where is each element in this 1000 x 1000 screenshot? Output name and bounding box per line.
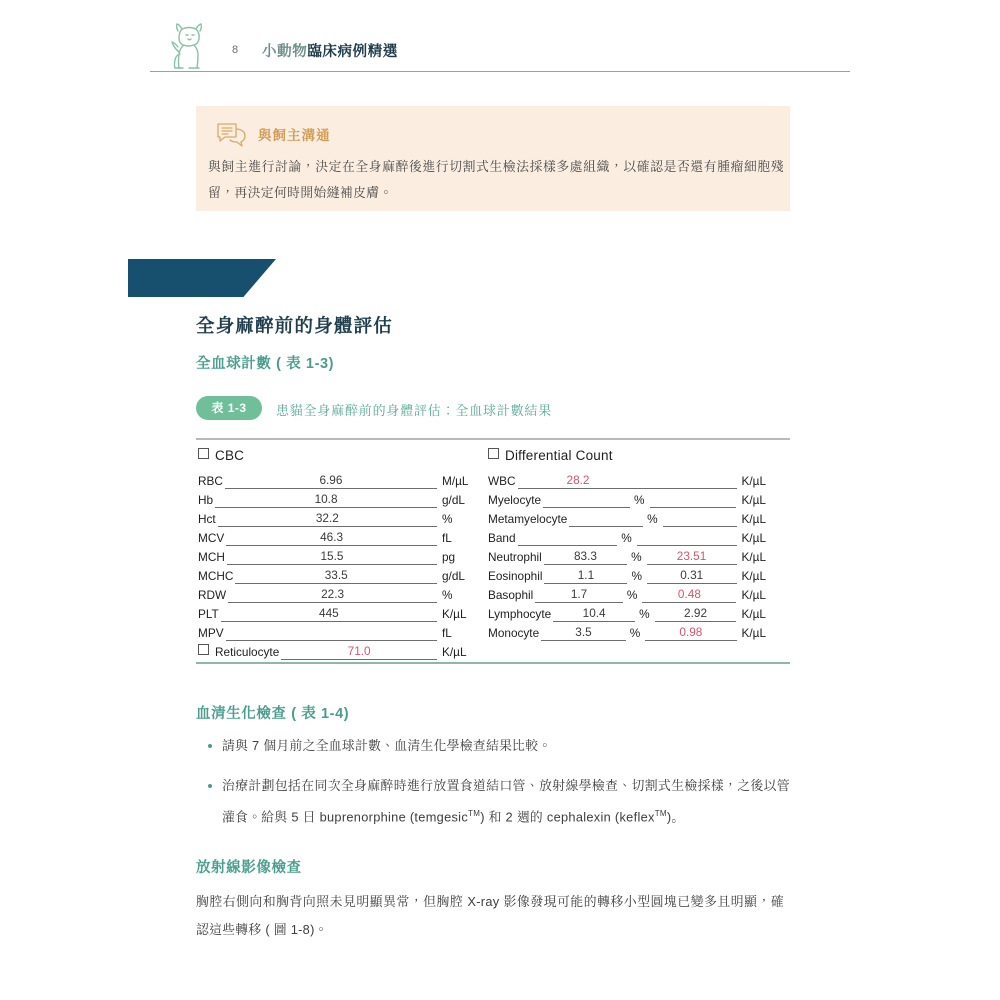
lab-row-absolute — [650, 507, 737, 508]
lab-row-value: 33.5 — [235, 568, 437, 584]
cbc-column-header — [198, 448, 476, 470]
header-divider — [150, 71, 850, 72]
callout-body: 與飼主進行討論，決定在全身麻醉後進行切割式生檢法採樣多處組織，以確認是否還有腫瘤細胞殘留，再決定何時開始縫補皮膚。 — [208, 159, 784, 200]
differential-column-header-label: Differential Count — [505, 448, 613, 463]
lab-row-unit: K/µL — [741, 626, 767, 640]
book-title — [262, 40, 398, 61]
lab-row-label: Neutrophil — [488, 550, 542, 564]
running-head — [150, 18, 850, 76]
lab-row-label: Basophil — [488, 588, 534, 602]
lab-row-value: 15.5 — [227, 549, 437, 565]
lab-row-label: Band — [488, 531, 516, 545]
trademark-symbol: TM — [468, 809, 481, 818]
lab-row-percent: 1.1 — [544, 568, 627, 584]
trademark-symbol: TM — [654, 809, 667, 818]
lab-row-unit: fL — [442, 531, 452, 545]
percent-symbol: % — [626, 588, 638, 602]
lab-row-label: MPV — [198, 626, 224, 640]
table-caption-text: 患貓全身麻醉前的身體評估：全血球計數結果 — [276, 403, 553, 418]
table-caption — [196, 396, 796, 424]
lab-row-unit: % — [442, 512, 453, 526]
checkbox-icon[interactable] — [488, 448, 499, 459]
lab-row-value: 71.0 — [281, 644, 437, 660]
lab-row-unit: g/dL — [442, 569, 465, 583]
lab-row-absolute — [663, 526, 737, 527]
lab-row — [198, 622, 476, 641]
lab-row-unit: % — [442, 588, 453, 602]
percent-symbol: % — [631, 550, 642, 564]
lab-row-value: 46.3 — [226, 530, 437, 546]
lab-row-label: RDW — [198, 588, 227, 602]
lab-row — [198, 470, 476, 489]
lab-row-percent: 3.5 — [541, 625, 626, 641]
checkbox-icon[interactable] — [198, 448, 209, 459]
lab-row-unit: M/µL — [442, 474, 469, 488]
lab-row-unit: K/µL — [442, 645, 467, 659]
section-banner — [128, 259, 276, 297]
lab-row-percent — [543, 507, 630, 508]
lab-row-value: 10.8 — [215, 492, 437, 508]
lab-row-unit: K/µL — [442, 607, 467, 621]
lab-row — [198, 546, 476, 565]
lab-row-label: MCV — [198, 531, 225, 545]
owner-communication-callout — [196, 106, 790, 211]
lab-row — [488, 584, 766, 603]
lab-row-unit: fL — [442, 626, 452, 640]
lab-row-label: WBC — [488, 474, 516, 488]
lab-row-unit: K/µL — [741, 588, 766, 602]
book-title-light: 小動物 — [262, 44, 308, 60]
closing-paragraph: 胸腔右側向和胸背向照未見明顯異常，但胸腔 X-ray 影像發現可能的轉移小型圓塊已變多且明顯，確認這些轉移 ( 圖 1-8)。 — [196, 894, 784, 937]
lab-row-absolute — [639, 488, 737, 489]
lab-row-unit: K/µL — [741, 474, 767, 488]
lab-row-absolute: 0.48 — [642, 587, 736, 603]
page-number: 8 — [232, 44, 239, 56]
table-top-border — [196, 438, 790, 440]
lab-row-label: Metamyelocyte — [488, 512, 568, 526]
percent-symbol: % — [631, 569, 642, 583]
percent-symbol: % — [634, 493, 645, 507]
cbc-row-list — [198, 470, 476, 660]
lab-row-percent: 28.2 — [518, 473, 639, 489]
heading-cbc: 全血球計數 ( 表 1-3) — [196, 356, 335, 372]
lab-row-value: 6.96 — [225, 473, 437, 489]
lab-row — [488, 622, 766, 641]
table-number-badge: 表 1-3 — [196, 396, 262, 420]
lab-row — [198, 527, 476, 546]
book-title-dark: 臨床病例精選 — [307, 44, 398, 60]
lab-row-unit: g/dL — [442, 493, 465, 507]
cbc-column-header-label: CBC — [215, 448, 245, 463]
lab-row-value: 22.3 — [228, 587, 437, 603]
lab-row-value — [226, 640, 437, 641]
lab-row-unit: K/µL — [741, 493, 766, 507]
lab-row-absolute: 23.51 — [647, 549, 737, 565]
lab-row — [488, 470, 766, 489]
lab-row-label: Eosinophil — [488, 569, 543, 583]
lab-row-unit: K/µL — [741, 569, 767, 583]
bullet-item: 治療計劃包括在同次全身麻醉時進行放置食道結口管、放射線學檢查、切割式生檢採樣，之後以管灌食。給與 5 日 buprenorphine (temgesic™) 和 2 週的 cephalexin (keflex™)。 — [196, 772, 790, 831]
percent-symbol: % — [639, 607, 650, 621]
bullet-item: 請與 7 個月前之全血球計數、血清生化學檢查結果比較。 — [196, 732, 790, 760]
lab-row-absolute: 0.31 — [647, 568, 737, 584]
heading-chemistry: 血清生化檢查 ( 表 1-4) — [196, 706, 350, 722]
lab-row-value: 445 — [221, 606, 437, 622]
lab-row-unit: pg — [442, 550, 456, 564]
lab-row-label: Reticulocyte — [198, 644, 281, 660]
lab-row-unit: K/µL — [741, 607, 766, 621]
table-bottom-border — [196, 662, 790, 664]
lab-row — [198, 508, 476, 527]
lab-row-label: Myelocyte — [488, 493, 542, 507]
bullet-list — [196, 732, 790, 843]
differential-row-list — [488, 470, 766, 641]
lab-row — [488, 527, 766, 546]
lab-row — [198, 584, 476, 603]
lab-row-label: MCHC — [198, 569, 234, 583]
lab-row — [198, 489, 476, 508]
lab-row-percent: 10.4 — [553, 606, 635, 622]
lab-row — [488, 546, 766, 565]
cbc-column — [198, 448, 476, 660]
lab-row-value: 32.2 — [218, 511, 437, 527]
heading-radiology: 放射線影像檢查 — [196, 860, 302, 876]
lab-row — [198, 565, 476, 584]
lab-row-unit: K/µL — [741, 550, 767, 564]
lab-row-label: Lymphocyte — [488, 607, 552, 621]
lab-row-absolute — [637, 545, 737, 546]
percent-symbol: % — [629, 626, 641, 640]
lab-row-percent — [518, 545, 618, 546]
lab-row — [198, 603, 476, 622]
lab-row-label: RBC — [198, 474, 223, 488]
lab-row-absolute: 2.92 — [655, 606, 737, 622]
differential-column-header — [488, 448, 766, 470]
speech-bubble-icon — [216, 122, 248, 148]
checkbox-icon[interactable] — [198, 644, 209, 655]
lab-row — [488, 603, 766, 622]
section-banner-label: 治療 — [66, 14, 102, 31]
percent-symbol: % — [647, 512, 658, 526]
lab-row-label: Hct — [198, 512, 216, 526]
lab-row-label: MCH — [198, 550, 225, 564]
lab-row-percent: 83.3 — [544, 549, 627, 565]
lab-row-label: PLT — [198, 607, 219, 621]
callout-title: 與飼主溝通 — [258, 128, 331, 143]
dog-logo-icon — [162, 20, 210, 72]
lab-row-percent — [569, 526, 643, 527]
lab-row-unit: K/µL — [741, 512, 767, 526]
lab-row-label: Monocyte — [488, 626, 540, 640]
lab-row — [488, 508, 766, 527]
percent-symbol: % — [621, 531, 632, 545]
lab-row-label: Hb — [198, 493, 214, 507]
differential-column — [488, 448, 766, 641]
lab-row — [488, 565, 766, 584]
lab-row — [198, 641, 476, 660]
lab-row-unit: K/µL — [741, 531, 767, 545]
lab-row-percent: 1.7 — [535, 587, 623, 603]
lab-row — [488, 489, 766, 508]
page-title: 全身麻醉前的身體評估 — [196, 315, 394, 336]
lab-results-table — [196, 438, 790, 664]
lab-row-absolute: 0.98 — [645, 625, 736, 641]
